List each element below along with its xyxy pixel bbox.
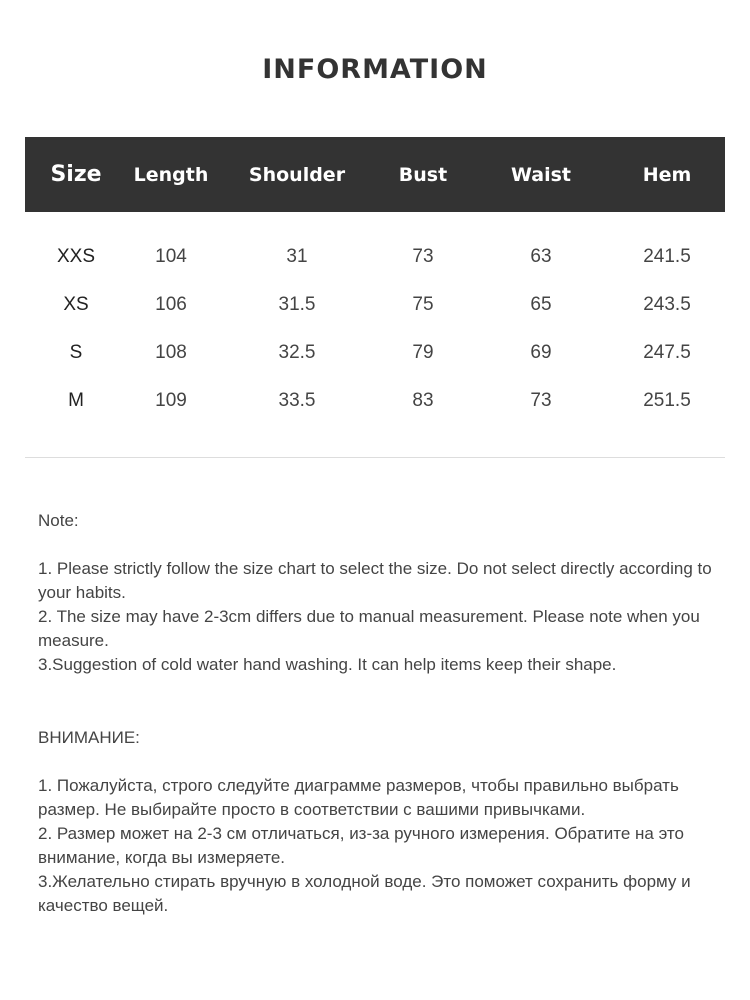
cell-bust: 79: [412, 342, 434, 363]
cell-hem: 247.5: [643, 342, 691, 363]
spacer: [38, 533, 728, 557]
note-heading: Note:: [38, 511, 79, 530]
note-heading: ВНИМАНИЕ:: [38, 728, 140, 747]
note-russian: [38, 726, 728, 918]
cell-shoulder: 32.5: [278, 342, 316, 363]
note-english: [38, 509, 728, 677]
spacer: [38, 750, 728, 774]
note-item: 3.Желательно стирать вручную в холодной воде. Это поможет сохранить форму и качество вещей.: [38, 872, 691, 915]
size-chart-table: [25, 137, 725, 425]
cell-size: XXS: [56, 246, 96, 267]
cell-waist: 63: [530, 246, 552, 267]
cell-hem: 241.5: [643, 246, 691, 267]
header-length: Length: [133, 163, 209, 186]
note-item: 1. Пожалуйста, строго следуйте диаграмме размеров, чтобы правильно выбрать размер. Не выбирайте просто в соответствии с вашими привычками.: [38, 776, 679, 819]
cell-shoulder: 33.5: [278, 390, 316, 411]
cell-bust: 83: [412, 390, 434, 411]
cell-size: XS: [63, 294, 89, 315]
header-size: Size: [50, 162, 102, 187]
table-row: [25, 233, 725, 281]
cell-length: 109: [155, 390, 187, 411]
header-bust: Bust: [398, 163, 448, 186]
header-waist: Waist: [510, 163, 571, 186]
cell-length: 104: [155, 246, 187, 267]
note-item: 2. The size may have 2-3cm differs due to manual measurement. Please note when you measure.: [38, 607, 700, 650]
note-item: 1. Please strictly follow the size chart to select the size. Do not select directly according to your habits.: [38, 559, 712, 602]
note-item: 3.Suggestion of cold water hand washing. It can help items keep their shape.: [38, 655, 617, 674]
cell-size: M: [68, 390, 84, 411]
cell-hem: 243.5: [643, 294, 691, 315]
cell-bust: 73: [412, 246, 434, 267]
section-divider: [25, 457, 725, 458]
cell-bust: 75: [412, 294, 434, 315]
cell-hem: 251.5: [643, 390, 691, 411]
table-body: [25, 212, 725, 425]
cell-shoulder: 31: [286, 246, 308, 267]
cell-length: 106: [155, 294, 187, 315]
note-item: 2. Размер может на 2-3 см отличаться, из-за ручного измерения. Обратите на это внимание, когда вы измеряете.: [38, 824, 684, 867]
cell-size: S: [69, 342, 83, 363]
table-row: [25, 281, 725, 329]
cell-shoulder: 31.5: [278, 294, 316, 315]
cell-length: 108: [155, 342, 187, 363]
table-header-row: [25, 137, 725, 212]
table-row: [25, 329, 725, 377]
header-shoulder: Shoulder: [248, 163, 346, 186]
cell-waist: 69: [530, 342, 552, 363]
page-title: INFORMATION: [262, 54, 488, 85]
cell-waist: 73: [530, 390, 552, 411]
table-row: [25, 377, 725, 425]
header-hem: Hem: [642, 163, 692, 186]
cell-waist: 65: [530, 294, 552, 315]
